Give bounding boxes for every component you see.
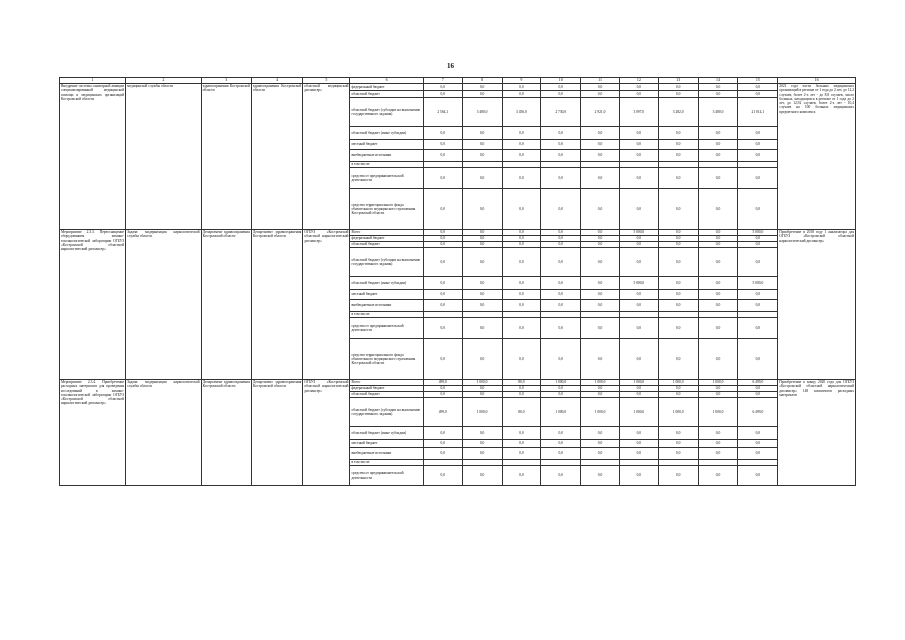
funding-value: 0,0 <box>658 168 698 189</box>
funding-value: 0,0 <box>581 91 620 98</box>
funding-value: 0,0 <box>423 300 462 312</box>
funding-value: 0,0 <box>541 318 581 339</box>
funding-value: 0,0 <box>541 150 581 162</box>
funding-value: 0,0 <box>619 248 658 277</box>
funding-value: 0,0 <box>581 466 620 486</box>
funding-value: 0,0 <box>619 290 658 300</box>
funding-value: 0,0 <box>541 230 581 236</box>
funding-value: 0,0 <box>541 84 581 91</box>
funding-source-label: областной бюджет (субсидии на выполнение государственного задания) <box>350 248 423 277</box>
funding-value: 0,0 <box>462 448 502 460</box>
funding-value: 0,0 <box>619 440 658 448</box>
funding-source-label: средства от предпринимательской деятельности <box>350 318 423 339</box>
column-number: 4 <box>251 78 302 84</box>
funding-value: 0,0 <box>619 150 658 162</box>
funding-value: 499,0 <box>423 380 462 386</box>
funding-value: 0,0 <box>738 290 778 300</box>
funding-value: 0,0 <box>581 386 620 392</box>
funding-source-label: областной бюджет <box>350 91 423 98</box>
funding-value: 0,0 <box>738 242 778 248</box>
funding-value: 0,0 <box>698 386 738 392</box>
funding-value: 0,0 <box>541 140 581 150</box>
funding-value: 0,0 <box>462 339 502 380</box>
funding-source-label: областной бюджет (субсидии на выполнение государственного задания) <box>350 398 423 427</box>
funding-value: 0,0 <box>462 427 502 440</box>
funding-value: 0,0 <box>502 440 541 448</box>
funding-value: 0,0 <box>738 427 778 440</box>
funding-value: 0,0 <box>738 318 778 339</box>
table-row <box>60 84 856 91</box>
funding-value: 0,0 <box>502 127 541 140</box>
funding-value: 0,0 <box>738 466 778 486</box>
funding-value: 2 730,0 <box>541 98 581 127</box>
funding-value: 0,0 <box>658 248 698 277</box>
funding-value: 0,0 <box>423 140 462 150</box>
funding-value: 0,0 <box>502 150 541 162</box>
funding-value: 0,0 <box>502 290 541 300</box>
funding-value: 0,0 <box>541 392 581 398</box>
funding-value: 0,0 <box>462 150 502 162</box>
funding-value: 1 000,0 <box>619 380 658 386</box>
funding-source-label: средства территориального фонда обязательного медицинского страхования Костромской области <box>350 189 423 230</box>
funding-value: 80,0 <box>502 380 541 386</box>
column-number: 3 <box>201 78 251 84</box>
funding-value: 2 564,1 <box>423 98 462 127</box>
funding-value: 0,0 <box>698 448 738 460</box>
funding-value: 0,0 <box>738 448 778 460</box>
funding-value: 0,0 <box>502 277 541 290</box>
funding-value: 0,0 <box>658 448 698 460</box>
measure-col2: медицинской службы области <box>126 84 202 230</box>
funding-value: 1 000,0 <box>581 398 620 427</box>
funding-value: 0,0 <box>698 277 738 290</box>
funding-value: 0,0 <box>698 230 738 236</box>
funding-value: 0,0 <box>658 84 698 91</box>
measure-col4: Департамент здравоохранения Костромской области <box>251 230 302 380</box>
funding-value: 0,0 <box>462 277 502 290</box>
funding-value: 0,0 <box>698 91 738 98</box>
funding-value: 0,0 <box>738 236 778 242</box>
funding-value: 0,0 <box>581 140 620 150</box>
column-number: 10 <box>541 78 581 84</box>
funding-value: 0,0 <box>462 318 502 339</box>
funding-value: 0,0 <box>619 140 658 150</box>
funding-source-label: средства от предпринимательской деятельности <box>350 466 423 486</box>
funding-value: 0,0 <box>698 440 738 448</box>
funding-value: 0,0 <box>423 386 462 392</box>
funding-value: 0,0 <box>698 150 738 162</box>
funding-value: 0,0 <box>462 236 502 242</box>
funding-value: 0,0 <box>698 168 738 189</box>
column-number: 2 <box>126 78 202 84</box>
funding-value: 0,0 <box>423 339 462 380</box>
column-number: 14 <box>698 78 738 84</box>
column-number: 16 <box>778 78 856 84</box>
funding-value: 0,0 <box>581 318 620 339</box>
funding-value: 0,0 <box>462 91 502 98</box>
funding-value: 0,0 <box>738 189 778 230</box>
funding-value: 0,0 <box>423 277 462 290</box>
column-number: 15 <box>738 78 778 84</box>
funding-value: 0,0 <box>462 386 502 392</box>
funding-value: 0,0 <box>658 318 698 339</box>
funding-value: 0,0 <box>658 150 698 162</box>
funding-value: 0,0 <box>698 339 738 380</box>
column-number: 5 <box>303 78 350 84</box>
funding-value: 1 000,0 <box>619 398 658 427</box>
measure-col5: областной медицинский диспансер» <box>303 84 350 230</box>
measure-col5: ОГБУЗ «Костромской областной наркологический диспансер» <box>303 380 350 486</box>
funding-value: 0,0 <box>581 84 620 91</box>
funding-value: 1 000,0 <box>581 380 620 386</box>
funding-source-label: федеральный бюджет <box>350 386 423 392</box>
funding-value: 0,0 <box>698 140 738 150</box>
funding-value: 0,0 <box>502 230 541 236</box>
funding-source-label: внебюджетные источники <box>350 448 423 460</box>
funding-value: 0,0 <box>619 91 658 98</box>
funding-value: 1 000,0 <box>698 380 738 386</box>
funding-value: 3 480,0 <box>462 98 502 127</box>
funding-value: 0,0 <box>581 236 620 242</box>
funding-value: 0,0 <box>581 242 620 248</box>
funding-value: 0,0 <box>423 91 462 98</box>
measure-col4: здравоохранения Костромской области <box>251 84 302 230</box>
funding-value: 0,0 <box>462 242 502 248</box>
funding-value: 1 000,0 <box>541 398 581 427</box>
funding-value: 1 000,0 <box>658 398 698 427</box>
funding-value: 0,0 <box>738 84 778 91</box>
funding-value: 0,0 <box>462 440 502 448</box>
funding-value: 0,0 <box>619 318 658 339</box>
funding-value: 0,0 <box>541 168 581 189</box>
funding-value: 0,0 <box>502 318 541 339</box>
funding-value: 1 000,0 <box>541 380 581 386</box>
funding-value: 0,0 <box>658 127 698 140</box>
funding-value: 0,0 <box>423 440 462 448</box>
funding-value: 0,0 <box>541 248 581 277</box>
funding-source-label: федеральный бюджет <box>350 84 423 91</box>
funding-value: 0,0 <box>738 91 778 98</box>
funding-source-label: местный бюджет <box>350 140 423 150</box>
funding-value: 0,0 <box>541 236 581 242</box>
funding-value: 0,0 <box>738 300 778 312</box>
funding-value: 0,0 <box>658 339 698 380</box>
funding-value: 0,0 <box>658 140 698 150</box>
column-number: 8 <box>462 78 502 84</box>
funding-value: 0,0 <box>581 440 620 448</box>
funding-value: 0,0 <box>423 448 462 460</box>
funding-value: 3 456,0 <box>502 98 541 127</box>
funding-value: 0,0 <box>462 248 502 277</box>
funding-source-label: областной бюджет (иные субсидии) <box>350 427 423 440</box>
funding-value: 0,0 <box>581 168 620 189</box>
funding-value: 0,0 <box>502 140 541 150</box>
funding-value: 0,0 <box>502 386 541 392</box>
funding-value: 0,0 <box>698 427 738 440</box>
funding-value: 0,0 <box>541 189 581 230</box>
funding-value: 1 000,0 <box>462 380 502 386</box>
funding-value: 5 000,0 <box>738 230 778 236</box>
funding-value: 3 282,0 <box>658 98 698 127</box>
funding-value: 0,0 <box>581 300 620 312</box>
funding-value: 0,0 <box>462 84 502 91</box>
funding-value: 0,0 <box>738 168 778 189</box>
funding-value: 3 480,0 <box>698 98 738 127</box>
funding-value: 0,0 <box>502 236 541 242</box>
funding-value: 0,0 <box>541 242 581 248</box>
measure-col4: Департамент здравоохранения Костромской области <box>251 380 302 486</box>
funding-value: 0,0 <box>423 236 462 242</box>
funding-value: 0,0 <box>698 84 738 91</box>
funding-value: 0,0 <box>502 248 541 277</box>
funding-value: 0,0 <box>462 230 502 236</box>
funding-value: 0,0 <box>619 448 658 460</box>
funding-source-label: местный бюджет <box>350 440 423 448</box>
funding-value: 0,0 <box>423 392 462 398</box>
funding-source-label: областной бюджет <box>350 392 423 398</box>
funding-value: 0,0 <box>462 466 502 486</box>
funding-value: 5 000,0 <box>619 230 658 236</box>
funding-value: 0,0 <box>738 248 778 277</box>
funding-source-label: в том числе: <box>350 162 423 168</box>
funding-value: 0,0 <box>581 392 620 398</box>
program-table <box>59 77 856 486</box>
funding-value: 0,0 <box>581 189 620 230</box>
funding-value: 0,0 <box>698 248 738 277</box>
funding-value: 499,0 <box>423 398 462 427</box>
funding-source-label: в том числе: <box>350 312 423 318</box>
funding-value: 0,0 <box>658 230 698 236</box>
funding-value: 0,0 <box>738 150 778 162</box>
funding-value: 6 499,0 <box>738 398 778 427</box>
funding-value: 0,0 <box>462 300 502 312</box>
funding-value: 0,0 <box>462 140 502 150</box>
funding-value: 0,0 <box>581 427 620 440</box>
measure-col3: Департамент здравоохранения Костромской области <box>201 380 251 486</box>
funding-value: 0,0 <box>502 466 541 486</box>
funding-value: 0,0 <box>658 392 698 398</box>
funding-source-label: местный бюджет <box>350 290 423 300</box>
funding-value: 0,0 <box>502 448 541 460</box>
funding-value: 3 097,0 <box>619 98 658 127</box>
funding-value: 0,0 <box>462 392 502 398</box>
funding-value: 0,0 <box>619 427 658 440</box>
funding-value: 0,0 <box>738 127 778 140</box>
funding-source-label: федеральный бюджет <box>350 236 423 242</box>
funding-value: 0,0 <box>698 300 738 312</box>
funding-value: 0,0 <box>502 427 541 440</box>
funding-value: 0,0 <box>619 168 658 189</box>
funding-value: 0,0 <box>581 448 620 460</box>
funding-value: 0,0 <box>619 392 658 398</box>
funding-value: 80,0 <box>502 398 541 427</box>
funding-value: 0,0 <box>423 242 462 248</box>
funding-source-label: областной бюджет (иные субсидии) <box>350 127 423 140</box>
funding-value: 21 014,1 <box>738 98 778 127</box>
funding-value: 0,0 <box>502 242 541 248</box>
funding-value: 0,0 <box>423 290 462 300</box>
funding-value: 0,0 <box>619 236 658 242</box>
funding-value: 0,0 <box>462 290 502 300</box>
funding-source-label: средства территориального фонда обязательного медицинского страхования Костромской области <box>350 339 423 380</box>
funding-value: 0,0 <box>658 386 698 392</box>
funding-value: 0,0 <box>658 466 698 486</box>
funding-value: 0,0 <box>541 466 581 486</box>
column-number: 6 <box>350 78 423 84</box>
funding-source-label: внебюджетные источники <box>350 150 423 162</box>
funding-value: 0,0 <box>541 277 581 290</box>
funding-value: 0,0 <box>698 127 738 140</box>
expected-result: 2021 года части больных медицинских организаций в регионе от 1 года до 2 лет, до 12,2 случаев, более 2-х лет - до 8,8 случаев, число больных, находящихся в регионе от 1 года до 2 лет, до 12,92 случаев, более 2-х лет - 10,4 случаев на 100 больных медицинских предметного комплекса <box>778 84 856 230</box>
funding-value: 0,0 <box>738 140 778 150</box>
funding-value: 0,0 <box>502 392 541 398</box>
funding-value: 0,0 <box>658 300 698 312</box>
funding-source-label: областной бюджет (субсидии на выполнение государственного задания) <box>350 98 423 127</box>
page-number: 16 <box>447 62 454 70</box>
funding-value: 0,0 <box>423 189 462 230</box>
measure-col2: Задача: модернизация наркологической службы области <box>126 230 202 380</box>
funding-value: 0,0 <box>541 127 581 140</box>
funding-value: 0,0 <box>619 466 658 486</box>
funding-value: 0,0 <box>423 318 462 339</box>
funding-value: 0,0 <box>698 236 738 242</box>
funding-value: 0,0 <box>502 84 541 91</box>
funding-value: 0,0 <box>619 84 658 91</box>
column-number: 12 <box>619 78 658 84</box>
funding-value: 0,0 <box>619 339 658 380</box>
funding-value: 0,0 <box>658 242 698 248</box>
measure-col1: Мероприятие 2.3.4. Приобретение расходных материалов для проведения исследований в химико-токсикологической лаборатории ОГБУЗ «Костромской областной наркологический диспансер» <box>60 380 126 486</box>
funding-value: 0,0 <box>698 242 738 248</box>
funding-value: 0,0 <box>462 189 502 230</box>
measure-col1: Мероприятие 2.3.3. Переоснащение оборудованием химико-токсикологической лаборатории ОГБУЗ «Костромской областной наркологический диспансер» <box>60 230 126 380</box>
funding-value: 1 000,0 <box>462 398 502 427</box>
funding-value: 0,0 <box>738 386 778 392</box>
funding-value: 0,0 <box>658 236 698 242</box>
funding-value: 0,0 <box>698 318 738 339</box>
funding-value: 0,0 <box>423 168 462 189</box>
funding-source-label: Всего <box>350 380 423 386</box>
column-number: 7 <box>423 78 462 84</box>
funding-value: 0,0 <box>423 248 462 277</box>
funding-value: 0,0 <box>698 290 738 300</box>
funding-value: 5 000,0 <box>619 277 658 290</box>
funding-value: 0,0 <box>423 466 462 486</box>
funding-value: 0,0 <box>502 339 541 380</box>
funding-value: 2 921,0 <box>581 98 620 127</box>
funding-value: 0,0 <box>541 386 581 392</box>
funding-value: 0,0 <box>581 127 620 140</box>
funding-value: 0,0 <box>619 127 658 140</box>
measure-col5: ОГБУЗ «Костромской областной наркологический диспансер» <box>303 230 350 380</box>
funding-value: 0,0 <box>541 427 581 440</box>
funding-value: 0,0 <box>581 290 620 300</box>
funding-value: 0,0 <box>423 84 462 91</box>
funding-value: 0,0 <box>541 300 581 312</box>
funding-value: 0,0 <box>698 189 738 230</box>
measure-col1: Внедрение системы санитарной авиации специализированной медицинской помощи и медицинских организаций Костромской области <box>60 84 126 230</box>
funding-value: 0,0 <box>423 127 462 140</box>
funding-value: 0,0 <box>502 91 541 98</box>
funding-value: 0,0 <box>738 440 778 448</box>
funding-source-label: внебюджетные источники <box>350 300 423 312</box>
column-number: 1 <box>60 78 126 84</box>
funding-value: 0,0 <box>581 248 620 277</box>
funding-value: 0,0 <box>619 242 658 248</box>
funding-value: 5 000,0 <box>738 277 778 290</box>
funding-value: 0,0 <box>502 300 541 312</box>
funding-value: 0,0 <box>738 392 778 398</box>
funding-value: 0,0 <box>541 91 581 98</box>
funding-value: 0,0 <box>423 230 462 236</box>
expected-result: Приобретение в 2018 году 1 анализатора для ОГБУЗ «Костромской областной наркологический диспансер» <box>778 230 856 380</box>
funding-value: 0,0 <box>541 448 581 460</box>
funding-value: 0,0 <box>619 300 658 312</box>
funding-value: 0,0 <box>541 290 581 300</box>
funding-value: 0,0 <box>658 91 698 98</box>
column-number: 9 <box>502 78 541 84</box>
funding-value: 0,0 <box>698 466 738 486</box>
funding-value: 0,0 <box>698 392 738 398</box>
funding-value: 0,0 <box>658 440 698 448</box>
column-number: 11 <box>581 78 620 84</box>
funding-value: 0,0 <box>658 277 698 290</box>
funding-value: 0,0 <box>658 427 698 440</box>
funding-value: 0,0 <box>423 150 462 162</box>
funding-value: 0,0 <box>541 440 581 448</box>
funding-value: 0,0 <box>502 189 541 230</box>
funding-value: 0,0 <box>658 290 698 300</box>
funding-value: 0,0 <box>462 127 502 140</box>
funding-value: 0,0 <box>423 427 462 440</box>
funding-source-label: областной бюджет <box>350 242 423 248</box>
funding-value: 0,0 <box>658 189 698 230</box>
measure-col2: Задача: модернизация наркологической службы области <box>126 380 202 486</box>
funding-value: 1 000,0 <box>658 380 698 386</box>
column-number: 13 <box>658 78 698 84</box>
funding-value: 0,0 <box>619 386 658 392</box>
funding-value: 0,0 <box>581 339 620 380</box>
funding-value: 0,0 <box>541 339 581 380</box>
measure-col3: здравоохранения Костромской области <box>201 84 251 230</box>
funding-value: 0,0 <box>502 168 541 189</box>
funding-value: 0,0 <box>581 150 620 162</box>
expected-result: Приобретение к концу 2020 года для ОГБУЗ «Костромской областной наркологический диспансер» 148 комплектов расходных материалов <box>778 380 856 486</box>
funding-value: 0,0 <box>462 168 502 189</box>
funding-value: 0,0 <box>738 339 778 380</box>
funding-value: 0,0 <box>581 277 620 290</box>
funding-value: 0,0 <box>619 189 658 230</box>
funding-value: 6 499,0 <box>738 380 778 386</box>
funding-value: 0,0 <box>581 230 620 236</box>
funding-source-label: в том числе: <box>350 460 423 466</box>
funding-source-label: областной бюджет (иные субсидии) <box>350 277 423 290</box>
funding-value: 1 000,0 <box>698 398 738 427</box>
funding-source-label: средства от предпринимательской деятельности <box>350 168 423 189</box>
funding-source-label: Всего <box>350 230 423 236</box>
measure-col3: Департамент здравоохранения Костромской области <box>201 230 251 380</box>
